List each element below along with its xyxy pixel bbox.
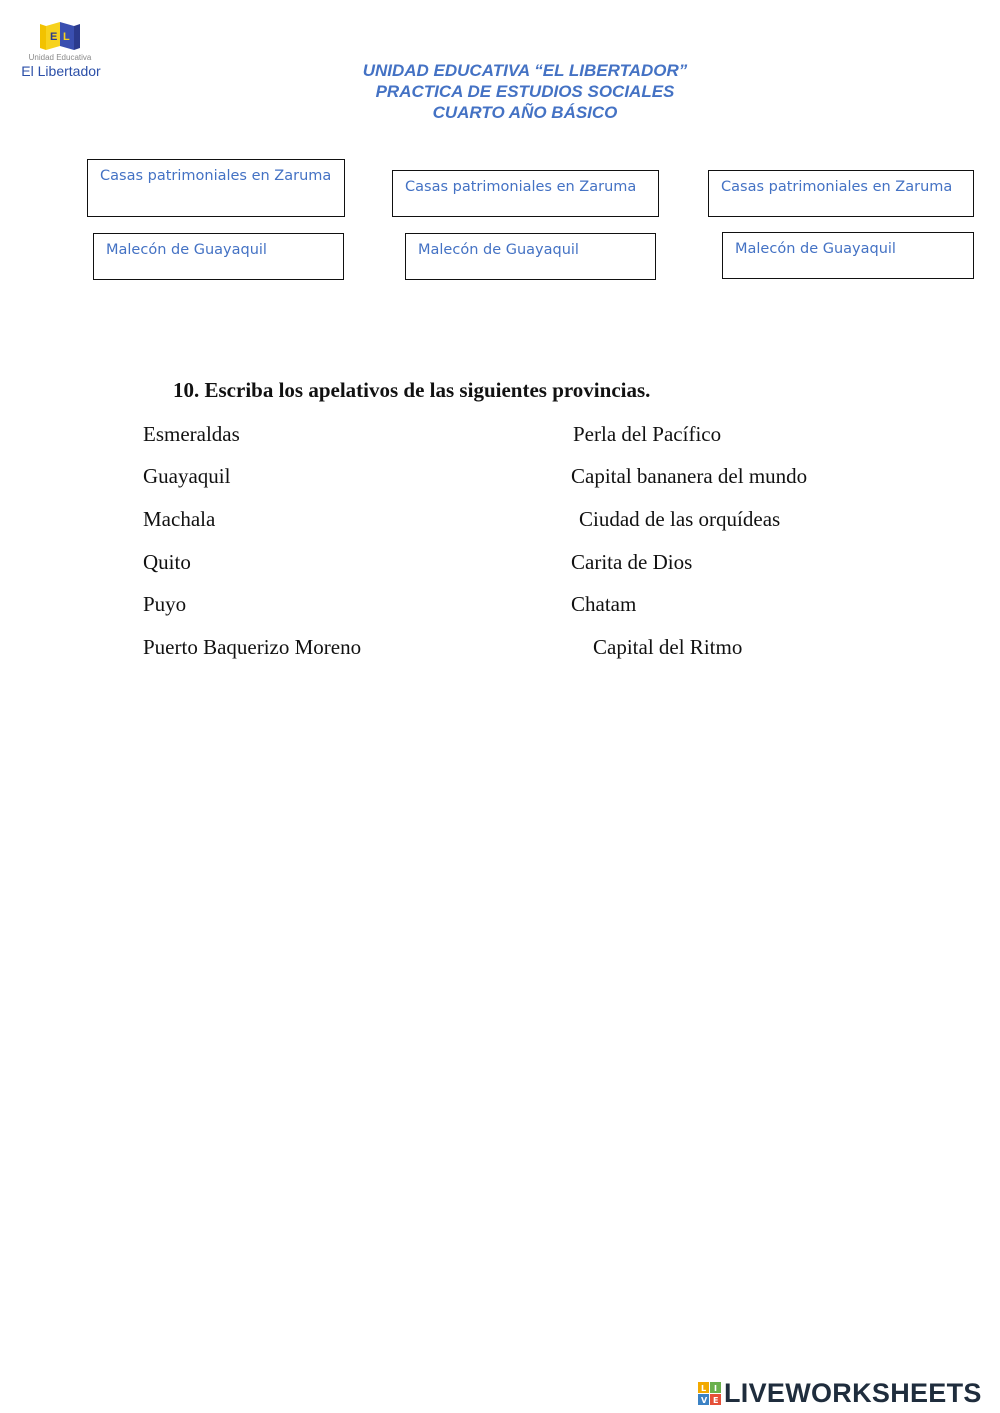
nickname-item[interactable]: Perla del Pacífico <box>573 422 722 446</box>
drag-box-zaruma-2[interactable]: Casas patrimoniales en Zaruma <box>392 170 659 217</box>
drag-box-malecon-3[interactable]: Malecón de Guayaquil <box>722 232 974 279</box>
header-grade: CUARTO AÑO BÁSICO <box>432 103 618 122</box>
province-item: Quito <box>143 550 191 574</box>
question-title: 10. Escriba los apelativos de las siguientes provincias. <box>173 378 651 402</box>
header-school-name: UNIDAD EDUCATIVA “EL LIBERTADOR” <box>362 61 688 80</box>
logo-letter: L <box>701 1384 707 1393</box>
province-item: Puerto Baquerizo Moreno <box>143 635 362 659</box>
nickname-item[interactable]: Carita de Dios <box>571 550 693 574</box>
svg-text:E: E <box>50 31 58 43</box>
nickname-item[interactable]: Capital del Ritmo <box>593 635 743 659</box>
logo-letter: V <box>701 1396 708 1405</box>
logo-letter: I <box>714 1384 717 1393</box>
nickname-item[interactable]: Ciudad de las orquídeas <box>579 507 781 531</box>
logo-subtitle: Unidad Educativa <box>28 53 92 62</box>
school-logo <box>10 12 110 86</box>
logo-title: El Libertador <box>21 63 101 79</box>
svg-text:L: L <box>63 31 70 43</box>
header-subject: PRACTICA DE ESTUDIOS SOCIALES <box>375 82 675 101</box>
brand-name: LIVEWORKSHEETS <box>724 1378 982 1408</box>
drag-box-malecon-1[interactable]: Malecón de Guayaquil <box>93 233 344 280</box>
logo-letter: E <box>713 1396 719 1405</box>
document-header <box>250 60 800 123</box>
province-item: Machala <box>143 507 216 531</box>
nickname-item[interactable]: Chatam <box>571 592 637 616</box>
drag-box-zaruma-3[interactable]: Casas patrimoniales en Zaruma <box>708 170 974 217</box>
book-logo-icon <box>38 20 82 54</box>
province-item: Esmeraldas <box>143 422 240 446</box>
province-item: Guayaquil <box>143 464 231 488</box>
nickname-item[interactable]: Capital bananera del mundo <box>571 464 808 488</box>
liveworksheets-logo-icon <box>698 1382 722 1406</box>
liveworksheets-brand <box>698 1378 998 1410</box>
province-item: Puyo <box>143 592 187 616</box>
drag-box-zaruma-1[interactable]: Casas patrimoniales en Zaruma <box>87 159 345 217</box>
drag-box-malecon-2[interactable]: Malecón de Guayaquil <box>405 233 656 280</box>
